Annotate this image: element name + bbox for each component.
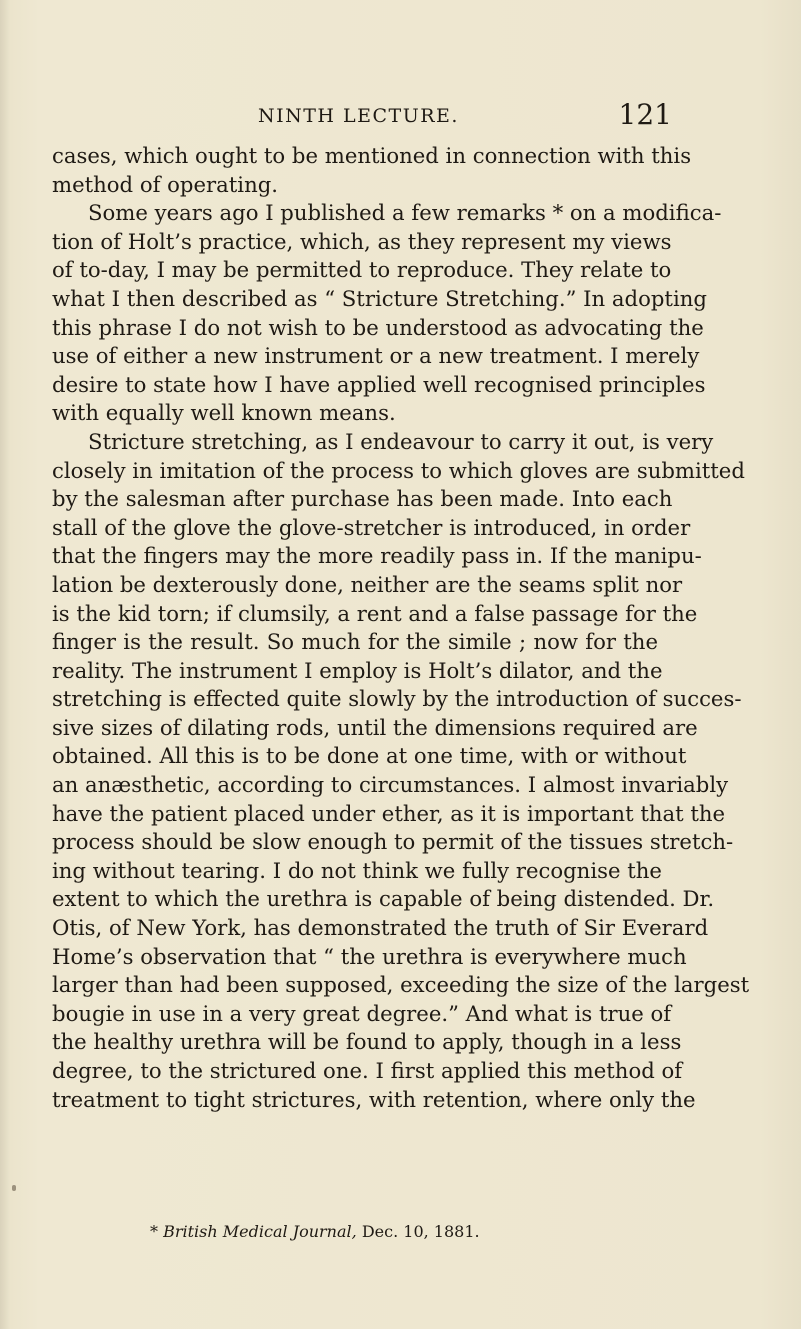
text-line: what I then described as “ Stricture Stretching.” In adopting	[52, 285, 707, 311]
page-number: 121	[618, 98, 672, 131]
text-line: stall of the glove the glove-stretcher is introduced, in order	[52, 514, 691, 540]
running-head: NINTH LECTURE.	[258, 105, 459, 127]
text-line: bougie in use in a very great degree.” And what is true of	[52, 1000, 672, 1026]
text-line: have the patient placed under ether, as it is important that the	[52, 800, 726, 826]
body-text	[52, 142, 750, 1114]
text-line: desire to state how I have applied well recognised principles	[52, 371, 706, 397]
text-line: tion of Holt’s practice, which, as they represent my views	[52, 228, 672, 254]
footnote	[150, 1222, 480, 1241]
footnote-source: British Medical Journal,	[163, 1222, 357, 1241]
text-line: degree, to the strictured one. I first applied this method of	[52, 1058, 683, 1083]
text-line: extent to which the urethra is capable of being distended. Dr.	[52, 886, 715, 912]
text-line: the healthy urethra will be found to apply, though in a less	[52, 1029, 682, 1055]
text-line: that the fingers may the more readily pass in. If the manipu-	[52, 543, 702, 569]
text-line: process should be slow enough to permit of the tissues stretch-	[52, 829, 734, 855]
footnote-marker: *	[150, 1222, 158, 1241]
text-line: of to-day, I may be permitted to reproduce. They relate to	[52, 257, 672, 283]
text-line: larger than had been supposed, exceeding the size of the largest	[52, 972, 750, 998]
text-line: closely in imitation of the process to which gloves are submitted	[52, 457, 745, 483]
text-line: finger is the result. So much for the simile ; now for the	[52, 629, 658, 655]
text-line: use of either a new instrument or a new treatment. I merely	[52, 343, 700, 369]
text-line: obtained. All this is to be done at one time, with or without	[52, 743, 687, 769]
text-line: is the kid torn; if clumsily, a rent and a false passage for the	[52, 600, 698, 626]
text-line: cases, which ought to be mentioned in connection with this	[52, 143, 692, 168]
text-line: method of operating.	[52, 171, 279, 197]
text-line: sive sizes of dilating rods, until the dimensions required are	[52, 714, 698, 740]
paper-speck	[12, 1185, 16, 1191]
text-line: lation be dexterously done, neither are the seams split nor	[52, 571, 683, 597]
footnote-date: Dec. 10, 1881.	[361, 1222, 480, 1241]
page-header	[0, 98, 801, 131]
text-line: Some years ago I published a few remarks * on a modifica-	[88, 200, 722, 226]
text-line: this phrase I do not wish to be understood as advocating the	[52, 314, 704, 340]
text-line: stretching is effected quite slowly by the introduction of succes-	[52, 686, 742, 712]
text-line: Stricture stretching, as I endeavour to carry it out, is very	[88, 428, 714, 454]
text-line: an anæsthetic, according to circumstances. I almost invariably	[52, 772, 729, 798]
text-line: treatment to tight strictures, with retention, where only the	[52, 1086, 696, 1112]
text-line: by the salesman after purchase has been made. Into each	[52, 486, 673, 512]
text-line: Home’s observation that “ the urethra is everywhere much	[52, 943, 687, 969]
text-line: ing without tearing. I do not think we fully recognise the	[52, 857, 662, 883]
text-line: with equally well known means.	[52, 400, 396, 426]
text-line: reality. The instrument I employ is Holt’s dilator, and the	[52, 657, 663, 683]
text-line: Otis, of New York, has demonstrated the truth of Sir Everard	[52, 915, 709, 941]
